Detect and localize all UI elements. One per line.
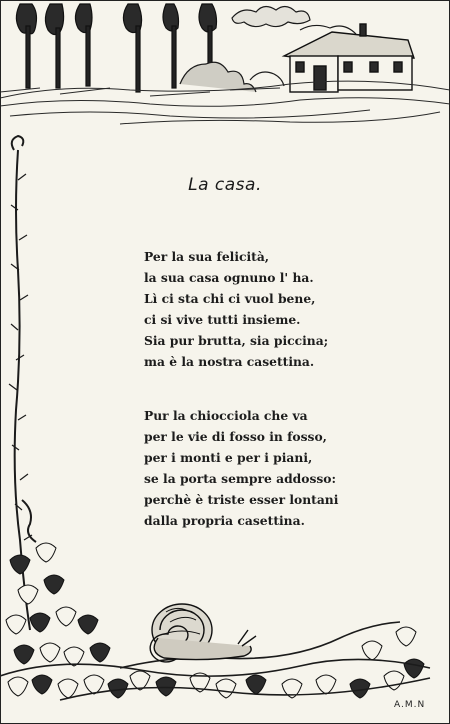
poem-line: perchè è triste esser lontani <box>144 492 339 507</box>
poem-line: Sia pur brutta, sia piccina; <box>144 333 329 348</box>
poem-line: per i monti e per i piani, <box>144 450 313 465</box>
poem-stanza <box>144 246 328 372</box>
poem-line: per le vie di fosso in fosso, <box>144 429 327 444</box>
poem-title: La casa. <box>188 175 262 195</box>
artist-monogram: A.M.N <box>394 700 426 710</box>
poem-line: ci si vive tutti insieme. <box>144 312 301 327</box>
poem-stanza <box>144 405 338 531</box>
poem-line: se la porta sempre addosso: <box>144 471 337 486</box>
poem-line: ma è la nostra casettina. <box>144 354 315 369</box>
poem-line: la sua casa ognuno l' ha. <box>144 270 314 285</box>
poem-line: Lì ci sta chi ci vuol bene, <box>144 291 316 306</box>
poem-line: dalla propria casettina. <box>144 513 305 528</box>
poem-line: Per la sua felicità, <box>144 249 270 264</box>
poem-line: Pur la chiocciola che va <box>144 408 308 423</box>
